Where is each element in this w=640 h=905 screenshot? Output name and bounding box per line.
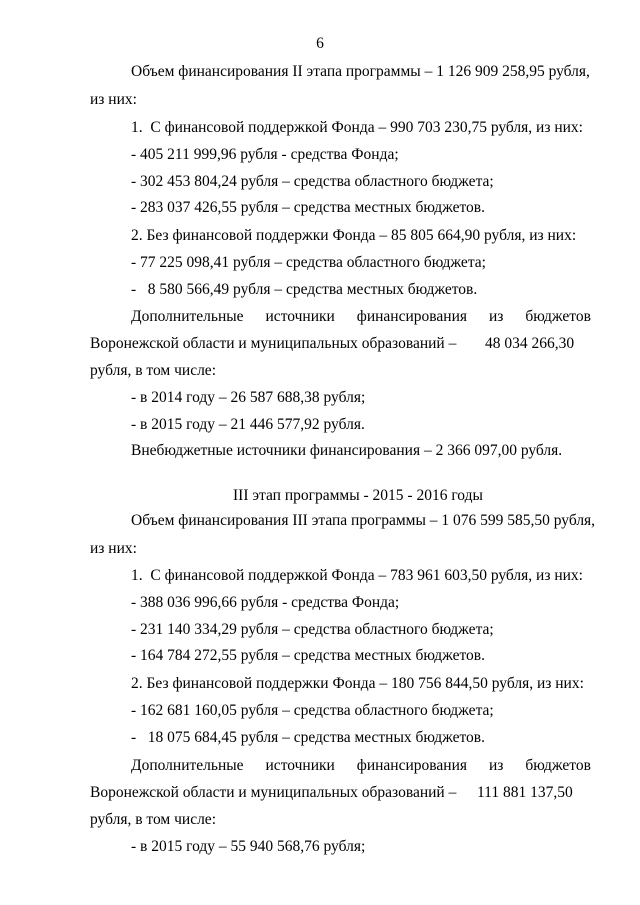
stage3-no-fund-item: - 162 681 160,05 рубля – средства областного бюджета; bbox=[131, 702, 494, 719]
stage3-year-item: - в 2015 году – 55 940 568,76 рубля; bbox=[131, 838, 366, 855]
stage3-no-fund-support: 2. Без финансовой поддержки Фонда – 180 756 844,50 рубля, из них: bbox=[131, 675, 584, 692]
stage3-volume-cont: из них: bbox=[90, 540, 137, 557]
word: бюджетов bbox=[525, 308, 591, 325]
stage2-additional-amount: 48 034 266,30 bbox=[485, 335, 575, 352]
stage2-volume-line: Объем финансирования II этапа программы – 1 126 909 258,95 рубля, bbox=[131, 63, 590, 80]
stage2-extra-budget: Внебюджетные источники финансирования – 2 366 097,00 рубля. bbox=[131, 442, 563, 459]
stage3-heading: III этап программы - 2015 - 2016 годы bbox=[233, 487, 483, 504]
stage3-no-fund-item: - 18 075 684,45 рубля – средства местных бюджетов. bbox=[131, 729, 485, 746]
word: из bbox=[488, 757, 504, 774]
word: из bbox=[488, 308, 504, 325]
word: источники bbox=[265, 757, 335, 774]
stage2-volume-cont: из них: bbox=[90, 91, 137, 108]
word: бюджетов bbox=[525, 757, 591, 774]
word: Дополнительные bbox=[131, 308, 244, 325]
page-number: 6 bbox=[316, 35, 324, 52]
stage2-no-fund-item: - 8 580 566,49 рубля – средства местных бюджетов. bbox=[131, 281, 478, 298]
stage3-additional-line bbox=[131, 758, 591, 774]
word: источники bbox=[265, 308, 335, 325]
stage3-additional-line3: рубля, в том числе: bbox=[90, 811, 216, 828]
stage3-fund-item: - 164 784 272,55 рубля – средства местных бюджетов. bbox=[131, 647, 485, 664]
stage2-fund-support: 1. С финансовой поддержкой Фонда – 990 703 230,75 рубля, из них: bbox=[131, 119, 583, 136]
stage3-fund-item: - 388 036 996,66 рубля - средства Фонда; bbox=[131, 594, 400, 611]
stage2-no-fund-item: - 77 225 098,41 рубля – средства областного бюджета; bbox=[131, 254, 486, 271]
stage2-additional-line bbox=[131, 309, 591, 325]
stage2-year-item: - в 2015 году – 21 446 577,92 рубля. bbox=[131, 416, 365, 433]
stage2-no-fund-support: 2. Без финансовой поддержки Фонда – 85 805 664,90 рубля, из них: bbox=[131, 227, 577, 244]
stage2-year-item: - в 2014 году – 26 587 688,38 рубля; bbox=[131, 389, 366, 406]
stage3-fund-item: - 231 140 334,29 рубля – средства областного бюджета; bbox=[131, 621, 494, 638]
stage3-fund-support: 1. С финансовой поддержкой Фонда – 783 961 603,50 рубля, из них: bbox=[131, 567, 583, 584]
stage2-fund-item: - 283 037 426,55 рубля – средства местных бюджетов. bbox=[131, 199, 485, 216]
stage3-volume-line: Объем финансирования III этапа программы – 1 076 599 585,50 рубля, bbox=[131, 512, 596, 529]
stage2-fund-item: - 302 453 804,24 рубля – средства областного бюджета; bbox=[131, 173, 494, 190]
stage3-additional-line2: Воронежской области и муниципальных образований – bbox=[90, 784, 457, 801]
stage2-fund-item: - 405 211 999,96 рубля - средства Фонда; bbox=[131, 146, 399, 163]
stage2-additional-line3: рубля, в том числе: bbox=[90, 362, 216, 379]
word: финансирования bbox=[356, 757, 467, 774]
word: Дополнительные bbox=[131, 757, 244, 774]
stage2-additional-line2: Воронежской области и муниципальных образований – bbox=[90, 335, 457, 352]
word: финансирования bbox=[356, 308, 467, 325]
stage3-additional-amount: 111 881 137,50 bbox=[477, 784, 573, 801]
